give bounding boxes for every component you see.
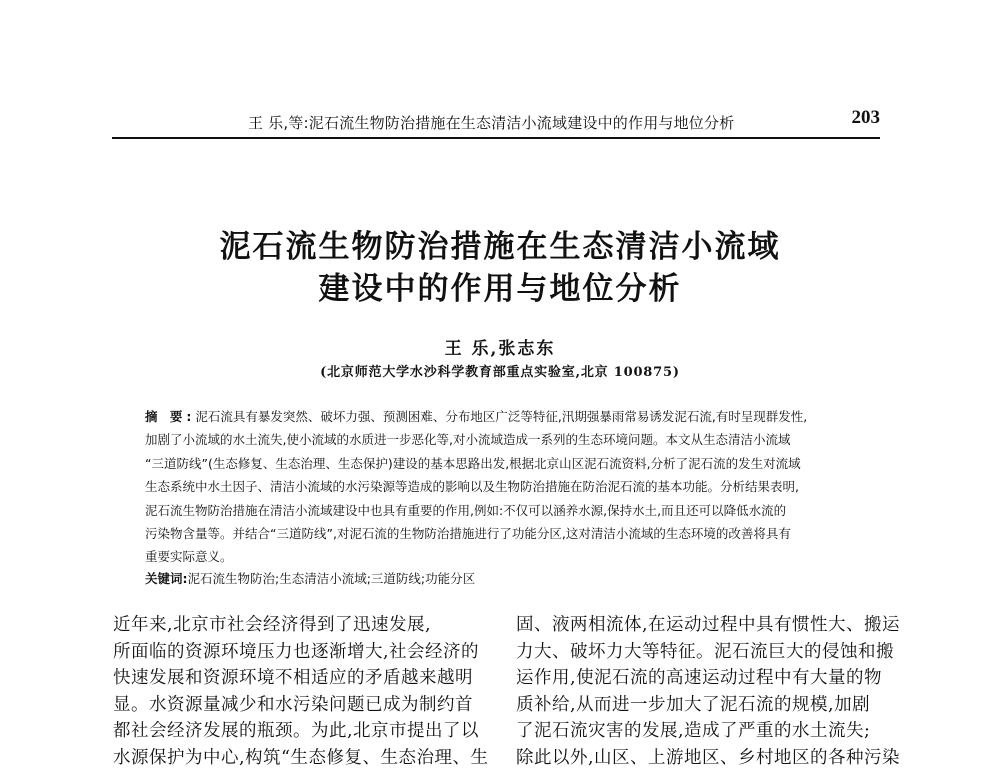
abstract-line: 加剧了小流域的水土流失,使小流域的水质进一步恶化等,对小流域造成一系列的生态环境问题。本文从生态清洁小流域 [145, 432, 791, 448]
body-line: 除此以外,山区、上游地区、乡村地区的各种污染 [516, 747, 901, 768]
body-line: 了泥石流灾害的发展,造成了严重的水土流失; [516, 721, 871, 742]
abstract-label: 摘 要: [145, 409, 196, 424]
abstract-line: “三道防线”(生态修复、生态治理、生态保护)建设的基本思路出发,根据北京山区泥石流资料,分析了泥石流的发生对流域 [145, 455, 801, 471]
running-header [112, 107, 880, 134]
body-line: 快速发展和资源环境不相适应的矛盾越来越明 [113, 668, 473, 689]
abstract-text: 泥石流具有暴发突然、破坏力强、预测困难、分布地区广泛等特征,汛期强暴雨常易诱发泥石流,有时呈现群发性, [195, 409, 808, 424]
page-number: 203 [851, 107, 880, 128]
author-list: 王 乐,张志东 [444, 339, 556, 359]
header-rule [112, 137, 880, 139]
keywords-label: 关键词: [145, 571, 188, 586]
running-title: 王 乐,等:泥石流生物防治措施在生态清洁小流域建设中的作用与地位分析 [248, 114, 735, 132]
body-line: 固、液两相流体,在运动过程中具有惯性大、搬运 [516, 615, 901, 635]
body-line: 运作用,使泥石流的高速运动过程中有大量的物 [516, 668, 883, 689]
keywords-text: 泥石流生物防治;生态清洁小流域;三道防线;功能分区 [187, 571, 476, 586]
body-line: 水源保护为中心,构筑“生态修复、生态治理、生 [113, 747, 489, 768]
abstract-line: 重要实际意义。 [145, 549, 233, 565]
keywords [145, 569, 885, 587]
abstract-line: 污染物含量等。并结合“三道防线”,对泥石流的生物防治措施进行了功能分区,这对清洁小流域的生态环境的改善将具有 [145, 526, 791, 542]
abstract-line: 生态系统中水土因子、清洁小流域的水污染源等造成的影响以及生物防治措施在防治泥石流的基本功能。分析结果表明, [145, 479, 799, 495]
abstract [145, 405, 885, 569]
abstract-line: 泥石流生物防治措施在清洁小流域建设中也具有重要的作用,例如:不仅可以涵养水源,保持水土,而且还可以降低水流的 [145, 502, 787, 518]
body-line: 都社会经济发展的瓶颈。为此,北京市提出了以 [113, 721, 480, 742]
body-line: 质补给,从而进一步加大了泥石流的规模,加剧 [516, 694, 871, 715]
body-line: 显。水资源量减少和水污染问题已成为制约首 [113, 694, 473, 715]
article-title-line-1: 泥石流生物防治措施在生态清洁小流域 [219, 229, 781, 265]
body-column-left [113, 612, 491, 772]
body-line: 所面临的资源环境压力也逐渐增大,社会经济的 [113, 641, 480, 662]
affiliation: (北京师范大学水沙科学教育部重点实验室,北京 100875) [320, 365, 680, 380]
body-line: 近年来,北京市社会经济得到了迅速发展, [113, 615, 432, 635]
article-title-line-2: 建设中的作用与地位分析 [318, 271, 682, 307]
body-column-right [516, 612, 901, 772]
abstract-line [145, 405, 885, 428]
body-line: 力大、破坏力大等特征。泥石流巨大的侵蚀和搬 [516, 641, 894, 662]
